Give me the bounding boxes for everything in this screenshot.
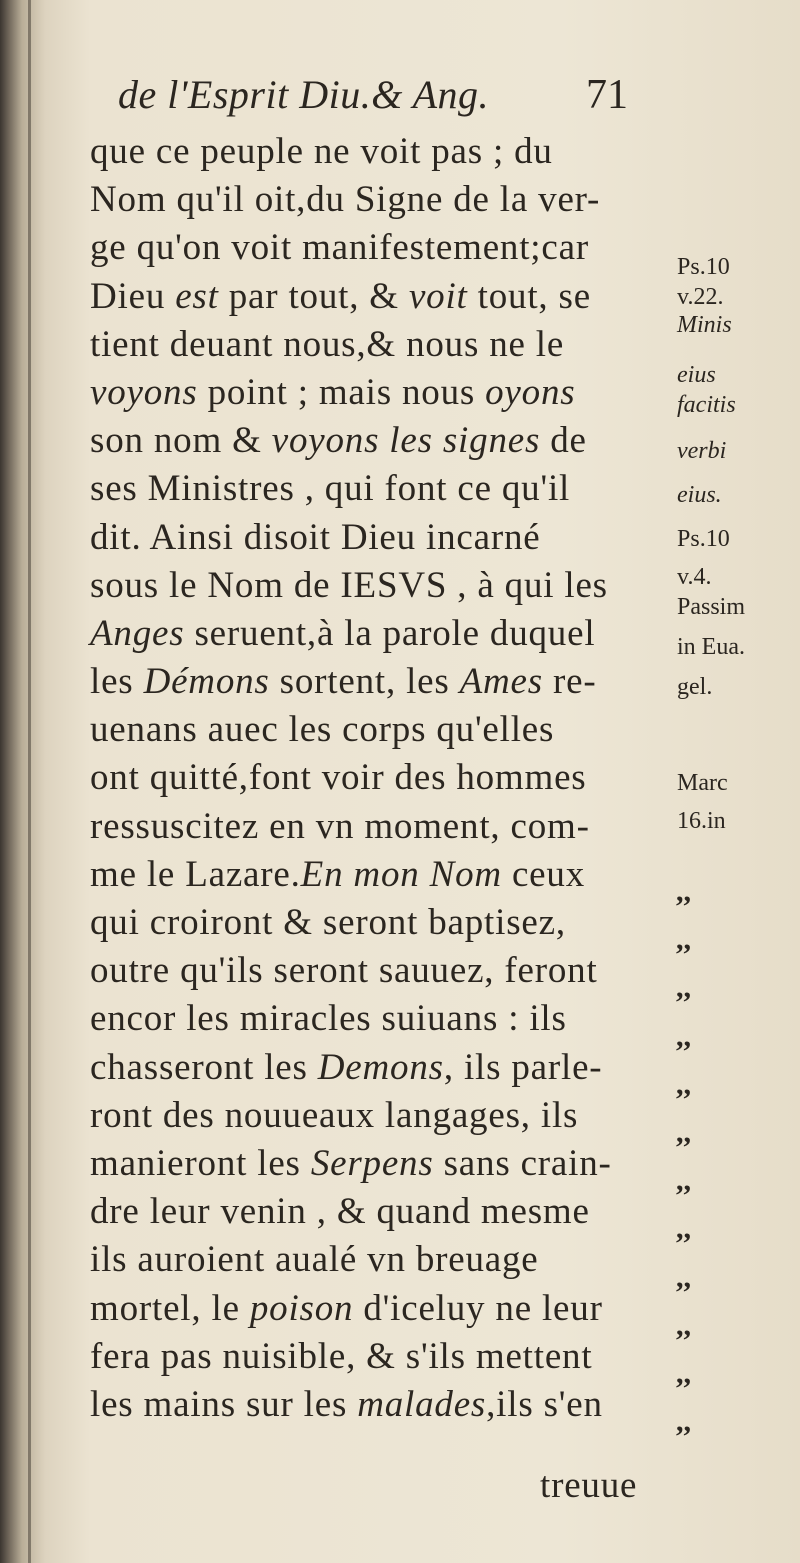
text-line — [90, 610, 660, 658]
margin-note: Marc — [677, 770, 728, 796]
text-segment: les — [90, 661, 144, 703]
page-header — [118, 68, 678, 128]
text-line — [90, 1044, 660, 1092]
catchword: treuue — [540, 1465, 638, 1506]
text-segment: encor les miracles suiuans : ils — [90, 998, 567, 1040]
text-segment: uenans auec les corps qu'elles — [90, 709, 555, 751]
text-segment: ceux — [501, 853, 586, 895]
text-segment: sous le Nom de IESVS , à qui les — [90, 564, 608, 606]
text-line — [90, 851, 660, 899]
margin-note: 16.in — [677, 808, 726, 834]
margin-note: eius. — [677, 482, 722, 508]
quotation-mark: ,, — [676, 1212, 691, 1246]
margin-note: v.4. — [677, 564, 712, 590]
quotation-mark: ,, — [676, 1260, 691, 1294]
margin-notes — [677, 254, 789, 714]
text-segment: les mains sur les — [90, 1383, 358, 1425]
italic-segment: Démons — [143, 661, 270, 703]
italic-segment: Ames — [459, 661, 543, 703]
text-line — [90, 995, 660, 1043]
text-segment: ge qu'on voit manifestement;car — [90, 227, 589, 269]
margin-note: gel. — [677, 674, 713, 700]
text-line — [90, 1140, 660, 1188]
text-segment: ressuscitez en vn moment, com- — [90, 805, 590, 847]
margin-note: facitis — [677, 392, 736, 418]
italic-segment: est — [175, 275, 219, 317]
quotation-mark: ,, — [676, 1067, 691, 1101]
quotation-mark: ,, — [676, 875, 691, 908]
text-line — [90, 514, 660, 562]
text-line — [90, 465, 660, 513]
text-segment: Nom qu'il oit,du Signe de la ver- — [90, 179, 601, 221]
text-line — [90, 1333, 660, 1381]
text-segment: manieront les — [90, 1142, 311, 1184]
text-line — [90, 1188, 660, 1236]
page-number: 71 — [586, 72, 628, 118]
quotation-mark: ,, — [676, 1405, 691, 1439]
text-line — [90, 1381, 660, 1429]
text-segment: outre qu'ils seront sauuez, feront — [90, 950, 598, 992]
text-segment: fera pas nuisible, & s'ils mettent — [90, 1335, 593, 1377]
text-line — [90, 658, 660, 706]
text-line — [90, 1285, 660, 1333]
text-segment: que ce peuple ne voit pas ; du — [90, 131, 553, 172]
text-segment: tout, se — [467, 275, 591, 317]
text-line — [90, 947, 660, 995]
margin-note: verbi — [677, 438, 727, 464]
text-line — [90, 706, 660, 754]
margin-note: in Eua. — [677, 634, 745, 660]
italic-segment: oyons — [485, 371, 576, 413]
text-line — [90, 417, 660, 465]
quotation-mark: ,, — [676, 1164, 691, 1198]
running-head: de l'Esprit Diu.& Ang. — [118, 72, 490, 117]
text-segment: ront des nouueaux langages, ils — [90, 1094, 579, 1136]
text-line — [90, 128, 660, 176]
italic-segment: poison — [249, 1287, 354, 1329]
text-line — [90, 803, 660, 851]
text-segment: me le Lazare. — [90, 853, 301, 895]
quotation-mark: ,, — [676, 1356, 691, 1390]
text-segment: tient deuant nous,& nous ne le — [90, 323, 565, 365]
italic-segment: voit — [408, 275, 468, 317]
text-line — [90, 176, 660, 224]
text-line — [90, 321, 660, 369]
text-line — [90, 562, 660, 610]
text-segment: chasseront les — [90, 1046, 318, 1088]
text-segment: ils auroient aualé vn breuage — [90, 1239, 539, 1281]
text-segment: , ils parle- — [443, 1046, 603, 1088]
text-segment: mortel, le — [90, 1287, 250, 1329]
text-segment: dit. Ainsi disoit Dieu incarné — [90, 516, 541, 558]
quotation-mark: ,, — [676, 971, 691, 1005]
text-line — [90, 1092, 660, 1140]
margin-note: eius — [677, 362, 716, 388]
italic-segment: Serpens — [310, 1142, 434, 1184]
italic-segment: malades — [357, 1383, 487, 1425]
margin-notes-marc — [677, 770, 789, 850]
text-segment: par tout, & — [218, 275, 409, 317]
text-segment: Dieu — [90, 275, 176, 317]
quotation-mark: ,, — [676, 923, 691, 957]
text-segment: sans crain- — [433, 1142, 612, 1184]
text-line — [90, 273, 660, 321]
italic-segment: voyons les signes — [271, 420, 541, 462]
margin-note: Passim — [677, 594, 746, 620]
body-text — [90, 128, 660, 1429]
text-segment: qui croiront & seront baptisez, — [90, 902, 566, 943]
text-segment: de — [540, 420, 587, 462]
margin-note: Minis — [677, 312, 732, 338]
italic-segment: voyons — [90, 371, 198, 413]
margin-note: Ps.10 — [677, 254, 730, 280]
text-segment: seruent,à la parole duquel — [184, 612, 596, 654]
catchword-block — [540, 1462, 637, 1510]
text-line — [90, 1236, 660, 1284]
text-segment: son nom & — [90, 420, 272, 462]
margin-note: Ps.10 — [677, 526, 730, 552]
italic-segment: En mon Nom — [300, 853, 502, 895]
margin-note: v.22. — [677, 284, 724, 310]
text-line — [90, 224, 660, 272]
text-segment: ses Ministres , qui font ce qu'il — [90, 468, 571, 510]
text-segment: ont quitté,font voir des hommes — [90, 757, 587, 799]
text-line — [90, 369, 660, 417]
quotation-mark: ,, — [676, 1115, 691, 1149]
italic-segment: Demons — [317, 1046, 444, 1088]
text-segment: ,ils s'en — [486, 1383, 603, 1425]
quotation-mark: ,, — [676, 1019, 691, 1053]
text-line — [90, 899, 660, 947]
text-segment: dre leur venin , & quand mesme — [90, 1191, 590, 1233]
italic-segment: Anges — [90, 612, 185, 654]
text-segment: point ; mais nous — [197, 371, 486, 413]
page-gutter — [28, 0, 31, 1563]
text-segment: d'iceluy ne leur — [353, 1287, 603, 1329]
text-line — [90, 754, 660, 802]
text-segment: sortent, les — [269, 661, 460, 703]
text-segment: re- — [542, 661, 597, 703]
quotation-mark: ,, — [676, 1308, 691, 1342]
quotation-marks-column — [676, 868, 716, 1446]
